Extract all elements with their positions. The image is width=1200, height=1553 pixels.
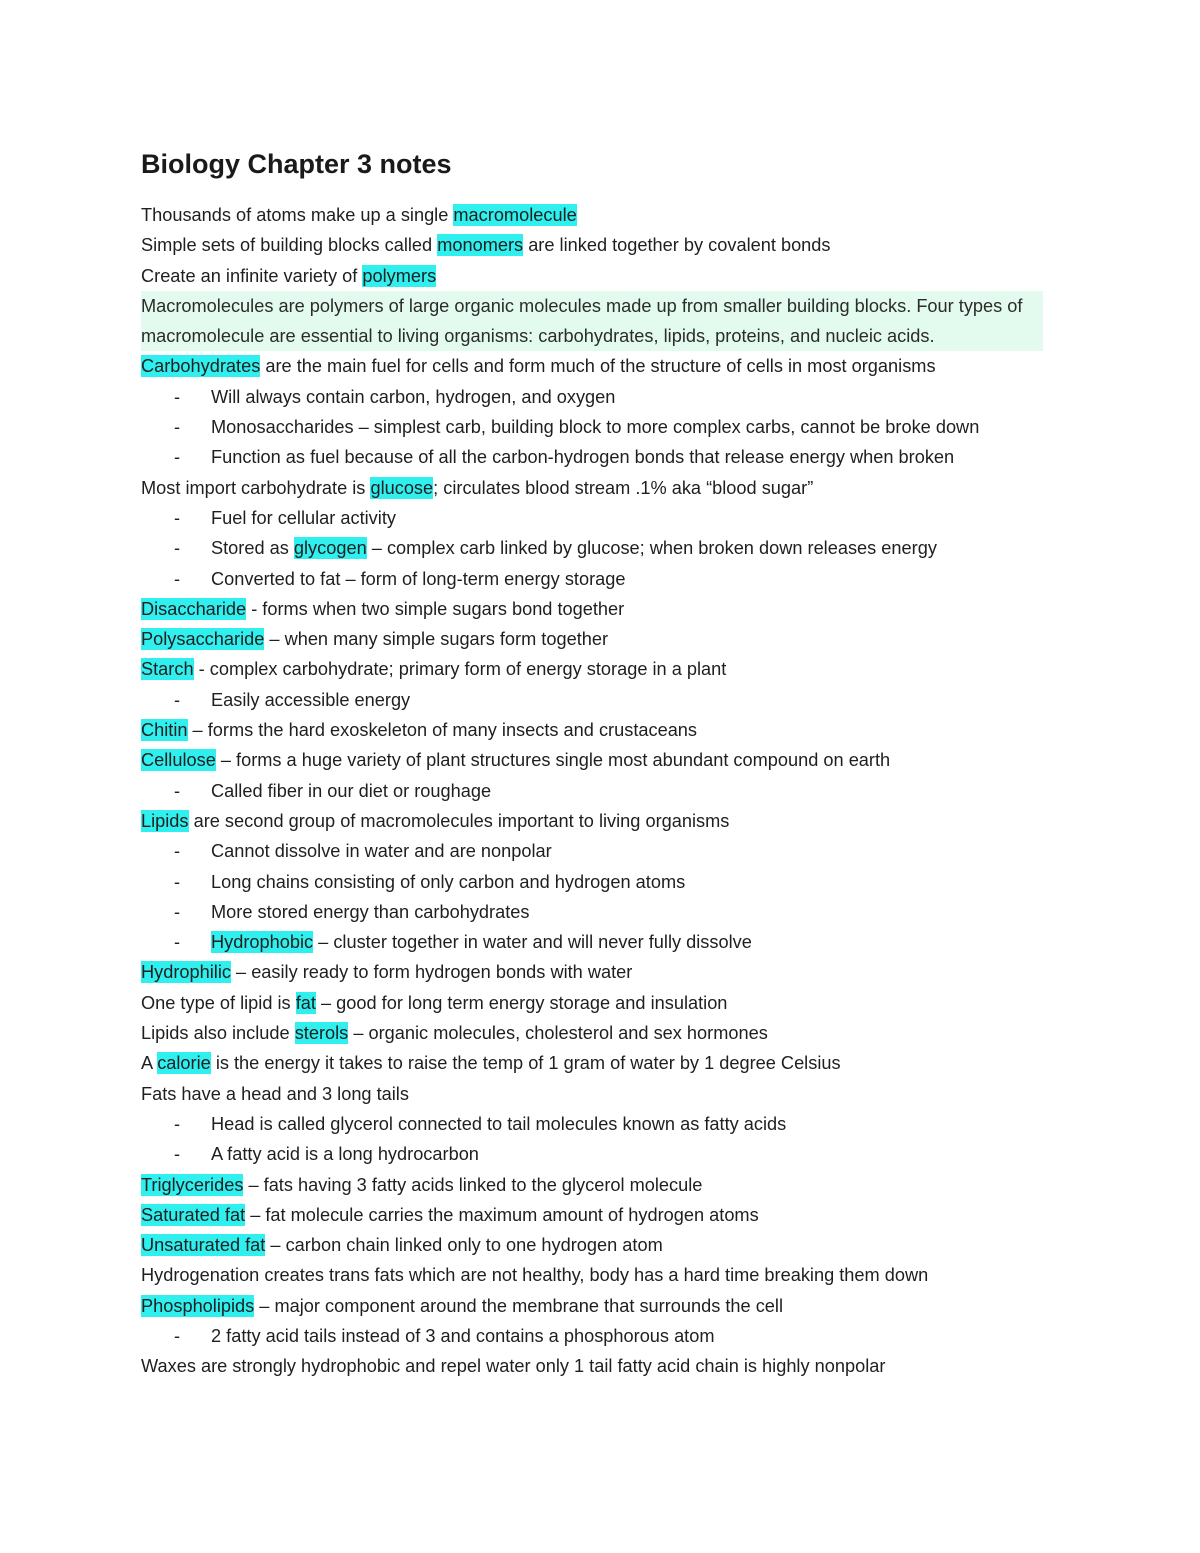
bullet-item (141, 442, 1061, 472)
note-text: are second group of macromolecules important to living organisms (188, 810, 730, 831)
note-text: Waxes are strongly hydrophobic and repel water only 1 tail fatty acid chain is highly nonpolar (141, 1356, 886, 1377)
note-text: - forms when two simple sugars bond together (246, 598, 625, 619)
note-line (141, 1200, 1061, 1230)
bullet-item (141, 1321, 1061, 1351)
highlighted-term: Triglycerides (141, 1174, 244, 1195)
note-text: – when many simple sugars form together (264, 629, 609, 650)
note-text: – organic molecules, cholesterol and sex hormones (348, 1023, 768, 1044)
note-line (141, 261, 1061, 291)
note-text: – forms a huge variety of plant structures single most abundant compound on earth (215, 750, 891, 771)
note-text: – carbon chain linked only to one hydrogen atom (265, 1235, 663, 1256)
note-text: - complex carbohydrate; primary form of energy storage in a plant (193, 659, 727, 680)
note-line (141, 351, 1061, 381)
note-line (141, 1170, 1061, 1200)
highlighted-term: monomers (437, 235, 524, 256)
bullet-item (141, 382, 1061, 412)
note-text: is the energy it takes to raise the temp of 1 gram of water by 1 degree Celsius (210, 1053, 841, 1074)
note-text: A (141, 1053, 158, 1074)
note-text: Stored as (211, 538, 294, 559)
note-line (141, 988, 1061, 1018)
highlighted-term: macromolecule (453, 205, 577, 225)
bullet-dash: - (174, 1144, 181, 1165)
note-text: Function as fuel because of all the carbon-hydrogen bonds that release energy when broken (211, 447, 955, 468)
note-text: Fuel for cellular activity (211, 507, 396, 528)
highlighted-term: polymers (362, 265, 437, 286)
note-text: Most import carbohydrate is (141, 477, 371, 498)
highlighted-term: Cellulose (141, 750, 216, 771)
note-text: Thousands of atoms make up a single (141, 205, 454, 225)
bullet-dash: - (174, 780, 181, 801)
highlighted-term: sterols (294, 1023, 349, 1044)
bullet-item (141, 533, 1061, 563)
note-line (141, 745, 1061, 775)
note-text: Head is called glycerol connected to tail molecules known as fatty acids (211, 1113, 787, 1134)
note-line (141, 1079, 1061, 1109)
highlighted-term: Unsaturated fat (141, 1235, 266, 1256)
note-line (141, 1291, 1061, 1321)
note-text: are the main fuel for cells and form much of the structure of cells in most organisms (260, 356, 936, 377)
note-text: One type of lipid is (141, 992, 296, 1013)
bullet-dash: - (174, 386, 181, 407)
bullet-dash: - (174, 841, 181, 862)
note-line (141, 957, 1061, 987)
note-line (141, 1018, 1061, 1048)
note-text: Fats have a head and 3 long tails (141, 1083, 409, 1104)
note-line (141, 1230, 1061, 1260)
note-text: Lipids also include (141, 1023, 295, 1044)
highlighted-term: Lipids (141, 810, 189, 831)
highlighted-term: Polysaccharide (141, 629, 265, 650)
highlighted-paragraph: Macromolecules are polymers of large organic molecules made up from smaller building blocks. Four types of macromolecule are essential to living organisms: carbohydrates, lipids, proteins, and nucleic acids. (141, 291, 1043, 352)
highlighted-term: glucose (370, 477, 434, 498)
note-text: – forms the hard exoskeleton of many insects and crustaceans (187, 720, 698, 741)
note-text: Will always contain carbon, hydrogen, and oxygen (211, 386, 616, 407)
note-line (141, 473, 1061, 503)
note-line (141, 1260, 1061, 1290)
note-text: Long chains consisting of only carbon and hydrogen atoms (211, 871, 686, 892)
note-text: – cluster together in water and will never fully dissolve (313, 932, 752, 953)
bullet-item (141, 412, 1061, 442)
bullet-item (141, 503, 1061, 533)
note-line (141, 654, 1061, 684)
note-text: – major component around the membrane that surrounds the cell (254, 1295, 783, 1316)
highlighted-term: glycogen (293, 538, 367, 559)
note-text: – fats having 3 fatty acids linked to the glycerol molecule (243, 1174, 703, 1195)
note-line (141, 1048, 1061, 1078)
bullet-item (141, 685, 1061, 715)
highlighted-term: Phospholipids (141, 1295, 255, 1316)
note-text: More stored energy than carbohydrates (211, 901, 530, 922)
note-text: Converted to fat – form of long-term energy storage (211, 568, 626, 589)
bullet-item (141, 1139, 1061, 1169)
notes-lines (141, 200, 1061, 1382)
bullet-dash: - (174, 538, 181, 559)
bullet-dash: - (174, 507, 181, 528)
note-line (141, 806, 1061, 836)
note-line (141, 594, 1061, 624)
bullet-dash: - (174, 417, 181, 438)
bullet-dash: - (174, 901, 181, 922)
notes-body (141, 144, 1061, 1382)
note-text: Monosaccharides – simplest carb, building block to more complex carbs, cannot be broke down (211, 417, 980, 438)
note-text: A fatty acid is a long hydrocarbon (211, 1144, 479, 1165)
highlighted-term: fat (295, 992, 316, 1013)
note-text: Create an infinite variety of (141, 265, 363, 286)
highlighted-term: Starch (141, 659, 194, 680)
bullet-dash: - (174, 689, 181, 710)
note-text: – good for long term energy storage and insulation (315, 992, 728, 1013)
note-text: are linked together by covalent bonds (523, 235, 831, 256)
note-text: 2 fatty acid tails instead of 3 and contains a phosphorous atom (211, 1325, 715, 1346)
note-line (141, 200, 1061, 230)
bullet-item (141, 897, 1061, 927)
bullet-dash: - (174, 568, 181, 589)
bullet-item (141, 776, 1061, 806)
note-text: – fat molecule carries the maximum amount of hydrogen atoms (245, 1204, 759, 1225)
highlighted-term: calorie (157, 1053, 211, 1074)
bullet-dash: - (174, 447, 181, 468)
bullet-dash: - (174, 932, 181, 953)
note-line (141, 1351, 1061, 1381)
note-text: Easily accessible energy (211, 689, 411, 710)
note-text: Simple sets of building blocks called (141, 235, 438, 256)
note-line (141, 715, 1061, 745)
note-line (141, 230, 1061, 260)
bullet-item (141, 564, 1061, 594)
note-text: Cannot dissolve in water and are nonpolar (211, 841, 552, 862)
bullet-dash: - (174, 1325, 181, 1346)
highlighted-term: Saturated fat (141, 1204, 246, 1225)
note-text: – complex carb linked by glucose; when broken down releases energy (366, 538, 937, 559)
note-text: ; circulates blood stream .1% aka “blood sugar” (433, 477, 814, 498)
note-text: Called fiber in our diet or roughage (211, 780, 492, 801)
note-text: – easily ready to form hydrogen bonds with water (230, 962, 633, 983)
highlighted-term: Disaccharide (141, 598, 247, 619)
page-title: Biology Chapter 3 notes (141, 149, 452, 179)
bullet-item (141, 836, 1061, 866)
highlighted-term: Carbohydrates (141, 356, 261, 377)
highlighted-term: Hydrophobic (211, 932, 314, 953)
note-text: Hydrogenation creates trans fats which are not healthy, body has a hard time breaking them down (141, 1265, 929, 1286)
note-line (141, 624, 1061, 654)
bullet-dash: - (174, 1113, 181, 1134)
highlighted-term: Chitin (141, 720, 188, 741)
bullet-dash: - (174, 871, 181, 892)
bullet-item (141, 867, 1061, 897)
highlighted-term: Hydrophilic (141, 962, 231, 983)
bullet-item (141, 927, 1061, 957)
bullet-item (141, 1109, 1061, 1139)
